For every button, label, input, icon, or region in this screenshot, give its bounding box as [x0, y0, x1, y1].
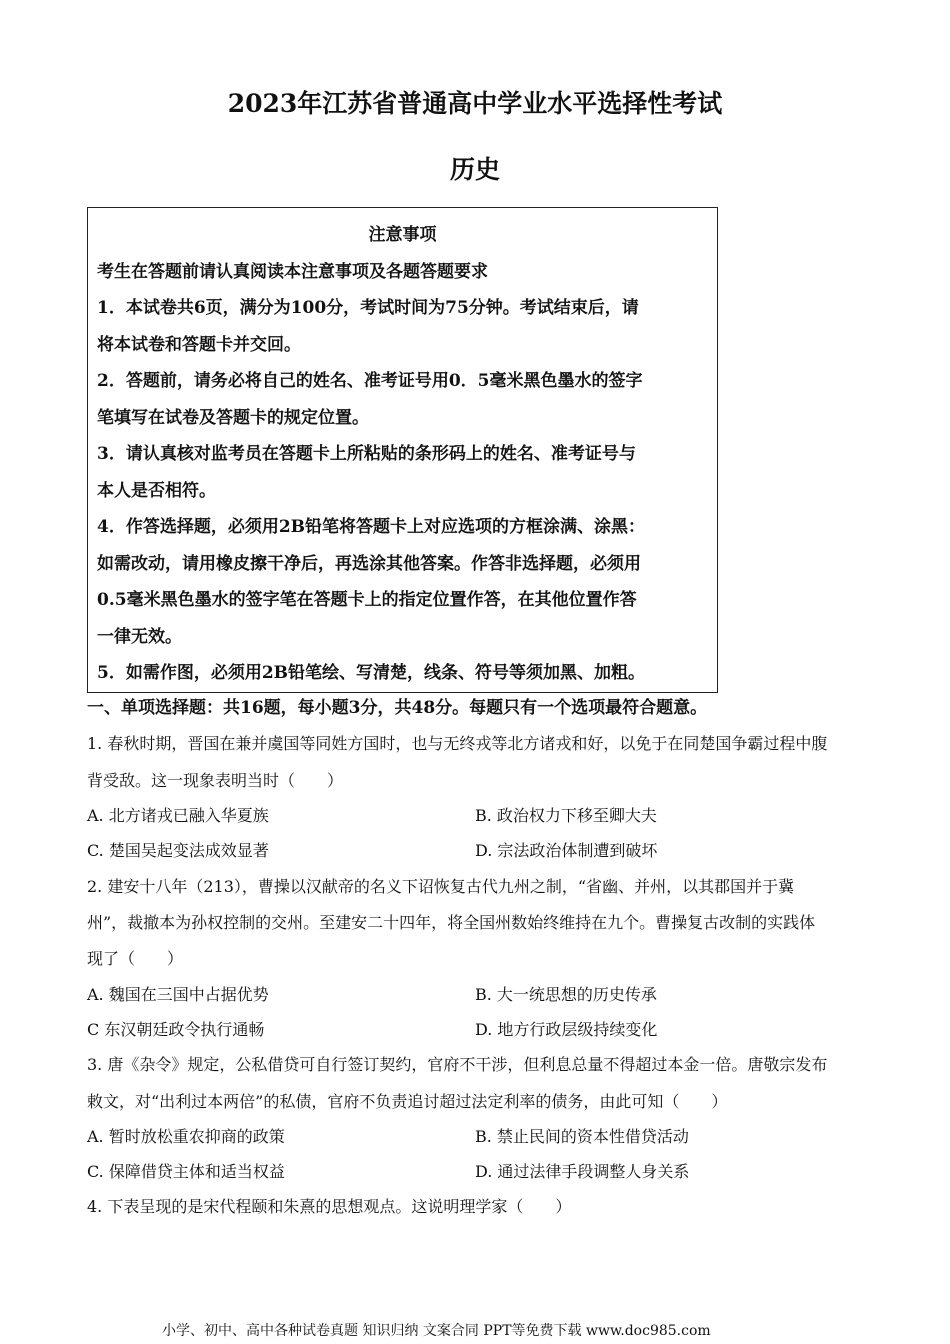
- notice-line: 将本试卷和答题卡并交回。: [97, 335, 301, 355]
- question-1-option-c: C. 楚国吴起变法成效显著: [87, 841, 269, 860]
- notice-line: 4．作答选择题，必须用2B铅笔将答题卡上对应选项的方框涂满、涂黑：: [97, 517, 646, 537]
- question-2-option-a: A. 魏国在三国中占据优势: [87, 985, 269, 1004]
- question-3-option-c: C. 保障借贷主体和适当权益: [87, 1162, 285, 1181]
- notice-line: 1．本试卷共6页，满分为100分，考试时间为75分钟。考试结束后，请: [97, 298, 639, 318]
- question-2-text: 现了（ ）: [87, 949, 184, 968]
- question-2-text: 州”，裁撤本为孙权控制的交州。至建安二十四年，将全国州数始终维持在九个。曹操复古改制的实践体: [87, 913, 816, 932]
- question-1-text: 背受敌。这一现象表明当时（ ）: [87, 771, 344, 790]
- notice-line: 本人是否相符。: [97, 481, 216, 501]
- notice-line: 0.5毫米黑色墨水的签字笔在答题卡上的指定位置作答，在其他位置作答: [97, 590, 637, 610]
- notice-line: 5．如需作图，必须用2B铅笔绘、写清楚，线条、符号等须加黑、加粗。: [97, 663, 646, 683]
- question-3-text: 敕文，对“出利过本两倍”的私债，官府不负责追讨超过法定利率的债务，由此可知（ ）: [87, 1092, 728, 1111]
- notice-line: 笔填写在试卷及答题卡的规定位置。: [97, 408, 369, 428]
- section-heading: 一、单项选择题：共16题，每小题3分，共48分。每题只有一个选项最符合题意。: [87, 698, 708, 718]
- exam-title: 2023年江苏省普通高中学业水平选择性考试: [227, 89, 723, 118]
- question-3-option-d: D. 通过法律手段调整人身关系: [475, 1162, 690, 1181]
- notice-line: 如需改动，请用橡皮擦干净后，再选涂其他答案。作答非选择题，必须用: [97, 554, 641, 574]
- question-3-option-a: A. 暂时放松重农抑商的政策: [87, 1127, 285, 1146]
- notice-line: 2．答题前，请务必将自己的姓名、准考证号用0．5毫米黑色墨水的签字: [97, 371, 643, 391]
- question-3-option-b: B. 禁止民间的资本性借贷活动: [475, 1127, 689, 1146]
- question-4-text: 4. 下表呈现的是宋代程颐和朱熹的思想观点。这说明理学家（ ）: [87, 1197, 572, 1216]
- question-3-text: 3. 唐《杂令》规定，公私借贷可自行签订契约，官府不干涉，但利息总量不得超过本金一倍。唐敬宗发布: [87, 1055, 828, 1074]
- notice-box: [87, 207, 718, 693]
- subject-title: 历史: [449, 155, 500, 184]
- notice-line: 考生在答题前请认真阅读本注意事项及各题答题要求: [97, 262, 488, 282]
- question-1-option-a: A. 北方诸戎已融入华夏族: [87, 806, 269, 825]
- notice-line: 3．请认真核对监考员在答题卡上所粘贴的条形码上的姓名、准考证号与: [97, 444, 636, 464]
- question-2-option-d: D. 地方行政层级持续变化: [475, 1020, 658, 1039]
- notice-heading: 注意事项: [368, 225, 437, 245]
- question-1-option-d: D. 宗法政治体制遭到破坏: [475, 841, 658, 860]
- question-1-text: 1. 春秋时期，晋国在兼并虞国等同姓方国时，也与无终戎等北方诸戎和好，以免于在同楚国争霸过程中腹: [87, 734, 828, 753]
- question-1-option-b: B. 政治权力下移至卿大夫: [475, 806, 657, 825]
- question-2-option-c: C 东汉朝廷政令执行通畅: [87, 1020, 265, 1039]
- footer-text: 小学、初中、高中各种试卷真题 知识归纳 文案合同 PPT等免费下载 www.doc985.com: [162, 1323, 711, 1339]
- question-2-text: 2. 建安十八年（213），曹操以汉献帝的名义下诏恢复古代九州之制，“省幽、并州，以其郡国并于冀: [87, 877, 795, 896]
- notice-line: 一律无效。: [97, 627, 182, 647]
- question-2-option-b: B. 大一统思想的历史传承: [475, 985, 657, 1004]
